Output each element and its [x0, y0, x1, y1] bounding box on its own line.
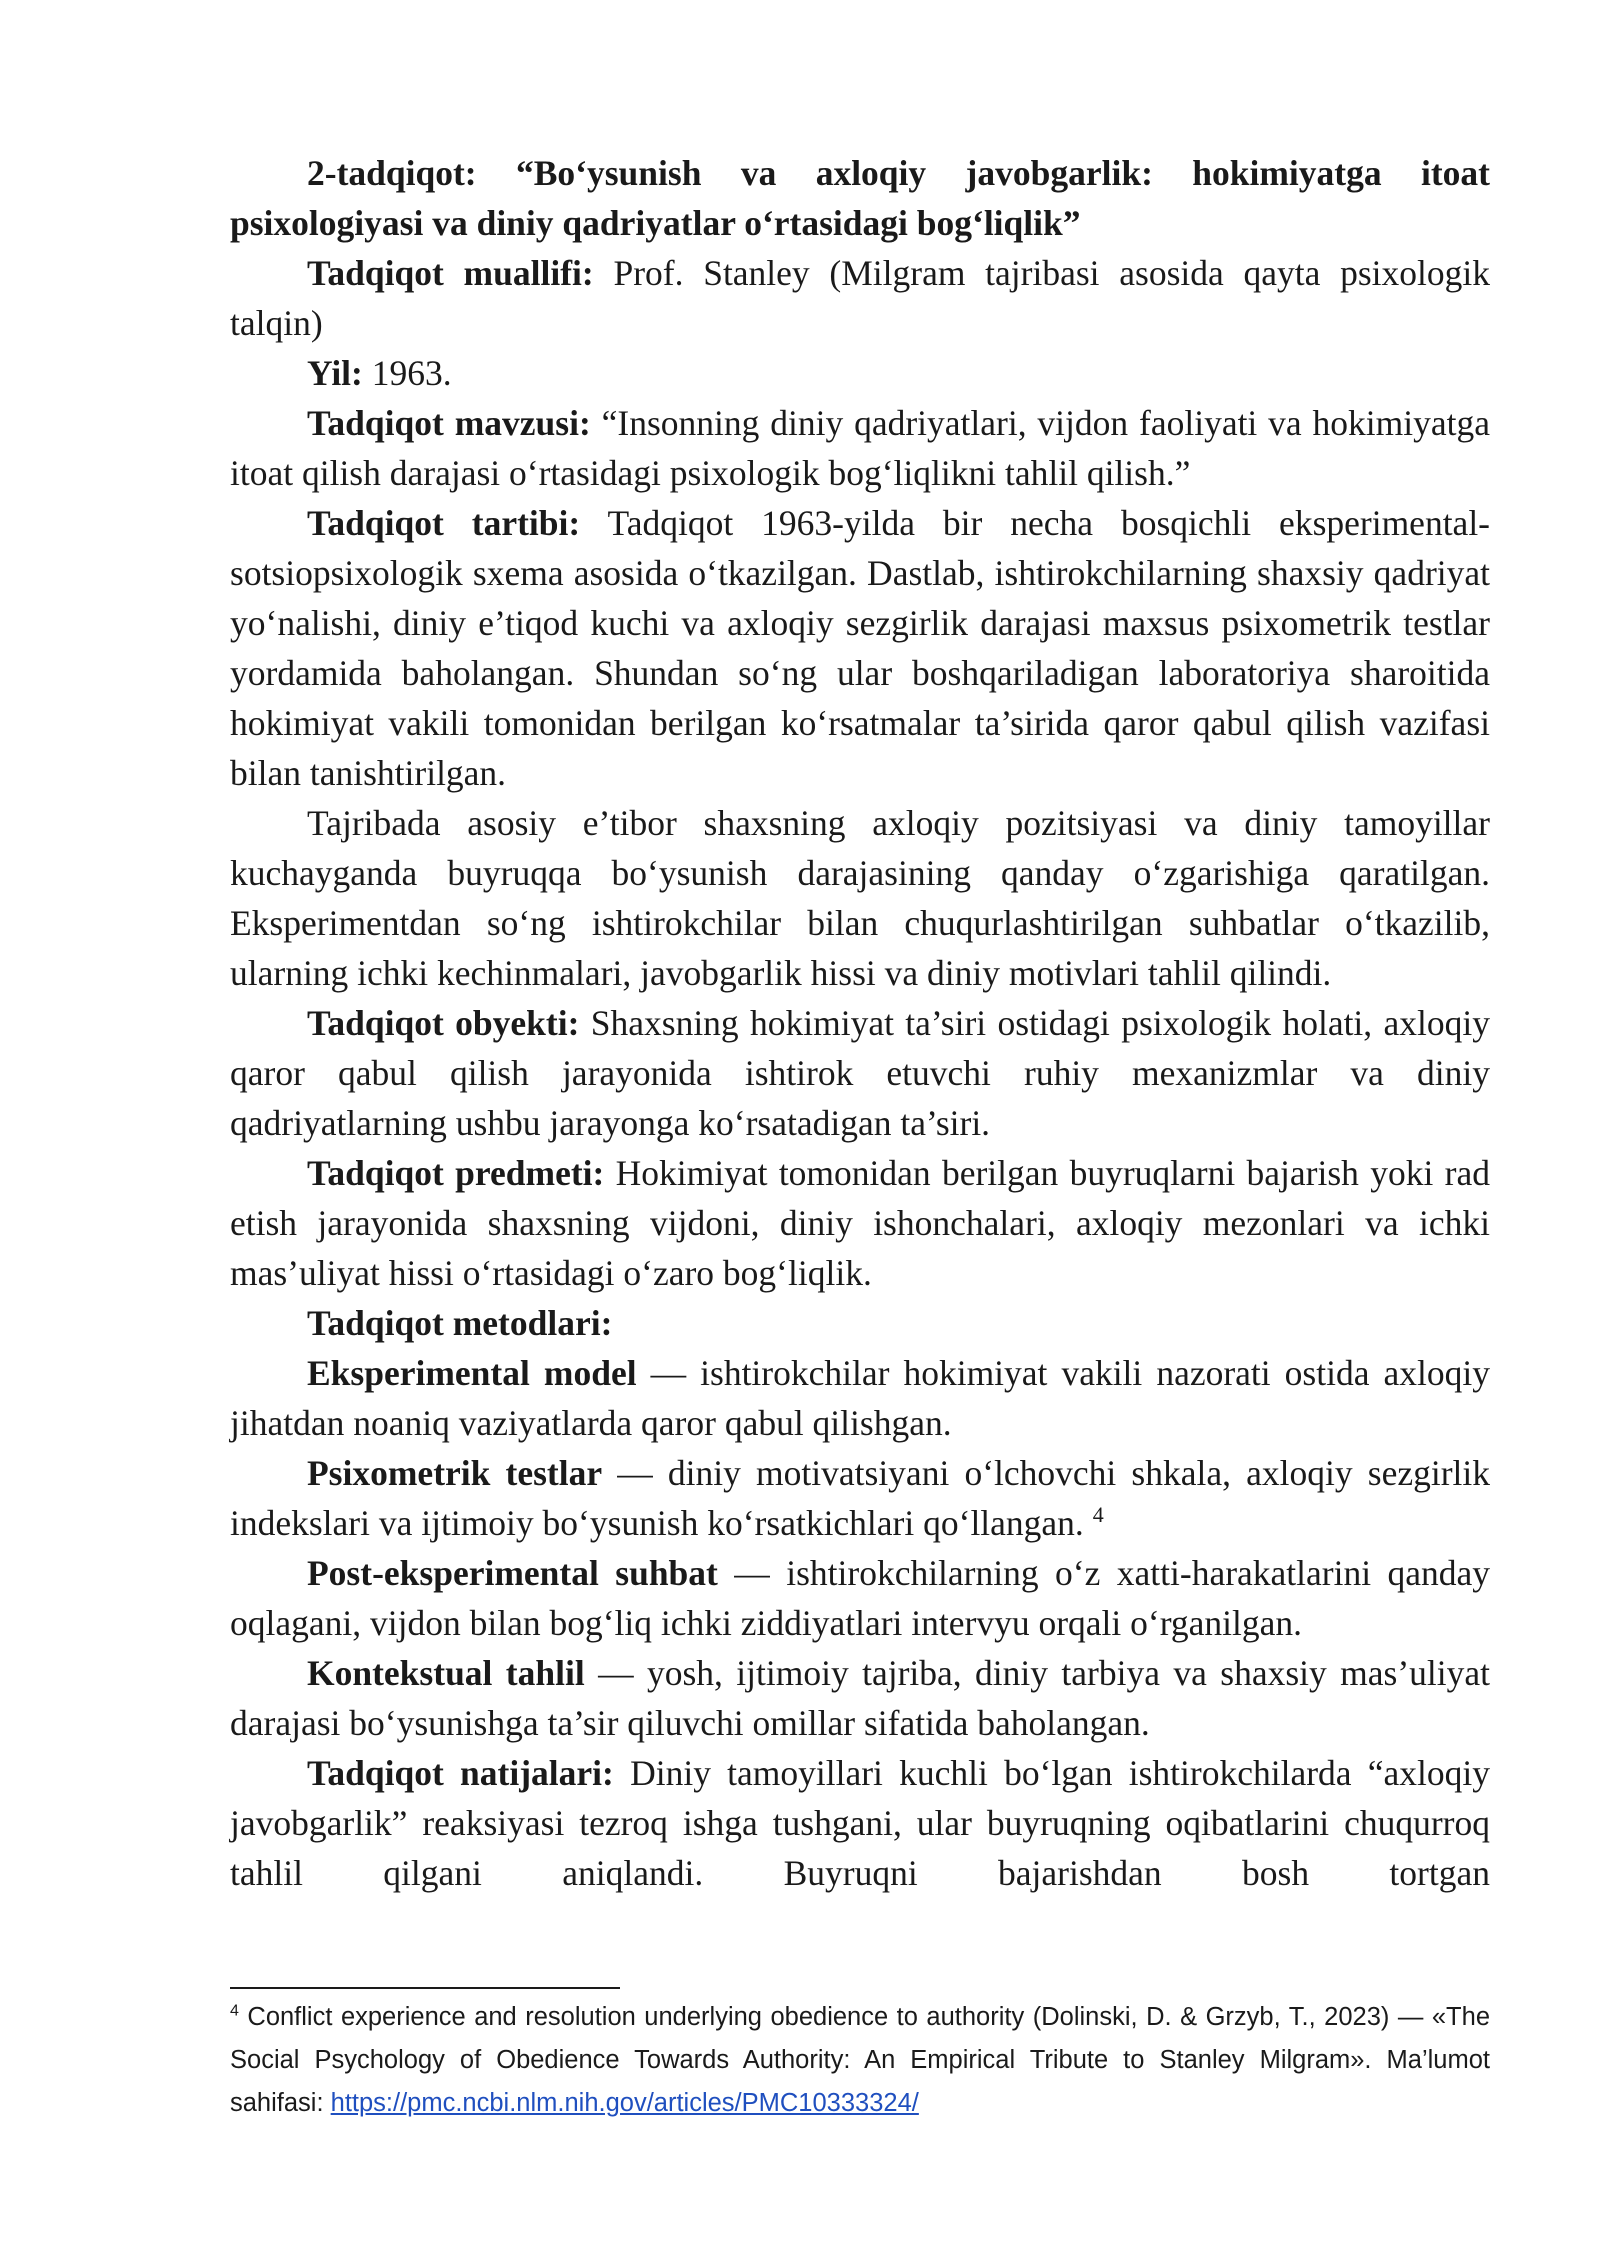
- year-text: 1963.: [362, 353, 452, 393]
- method-label: Post-eksperimental suhbat: [307, 1553, 718, 1593]
- procedure-label: Tadqiqot tartibi:: [307, 503, 581, 543]
- results-label: Tadqiqot natijalari:: [307, 1753, 614, 1793]
- year-paragraph: [230, 348, 1490, 398]
- method-item: [230, 1348, 1490, 1448]
- footnote-link[interactable]: https://pmc.ncbi.nlm.nih.gov/articles/PMC10333324/: [330, 2089, 919, 2117]
- topic-paragraph: [230, 398, 1490, 498]
- subject-paragraph: [230, 1148, 1490, 1298]
- document-page: [230, 148, 1490, 1898]
- method-item: [230, 1448, 1490, 1548]
- results-text: Diniy tamoyillari kuchli bo‘lgan ishtirokchilarda “axloqiy javobgarlik” reaksiyasi tezroq ishga tushgani, ular buyruqning oqibatlarini chuqurroq tahlil qilgani aniqlandi. Buyruqni bajarishdan bosh tortgan: [230, 1753, 1490, 1893]
- object-text: Shaxsning hokimiyat ta’siri ostidagi psixologik holati, axloqiy qaror qabul qilish jarayonida ishtirok etuvchi ruhiy mexanizmlar va diniy qadriyatlarning ushbu jarayonga ko‘rsatadigan ta’siri.: [230, 1003, 1490, 1143]
- methods-heading-text: Tadqiqot metodlari:: [307, 1303, 613, 1343]
- topic-label: Tadqiqot mavzusi:: [307, 403, 591, 443]
- method-text: — ishtirokchilar hokimiyat vakili nazorati ostida axloqiy jihatdan noaniq vaziyatlarda qaror qabul qilishgan.: [230, 1353, 1490, 1443]
- author-label: Tadqiqot muallifi:: [307, 253, 594, 293]
- method-text: — yosh, ijtimoiy tajriba, diniy tarbiya va shaxsiy mas’uliyat darajasi bo‘ysunishga ta’sir qiluvchi omillar sifatida baholangan.: [230, 1653, 1490, 1743]
- footnote-separator: [230, 1987, 620, 1989]
- object-label: Tadqiqot obyekti:: [307, 1003, 580, 1043]
- procedure-continuation-paragraph: Tajribada asosiy e’tibor shaxsning axloqiy pozitsiyasi va diniy tamoyillar kuchayganda buyruqqa bo‘ysunish darajasining qanday o‘zgarishiga qaratilgan. Eksperimentdan so‘ng ishtirokchilar bilan chuqurlashtirilgan suhbatlar o‘tkazilib, ularning ichki kechinmalari, javobgarlik hissi va diniy motivlari tahlil qilindi.: [230, 803, 1490, 993]
- method-item: [230, 1648, 1490, 1748]
- method-label: Eksperimental model: [307, 1353, 637, 1393]
- method-text: — diniy motivatsiyani o‘lchovchi shkala, axloqiy sezgirlik indekslari va ijtimoiy bo‘ysunish ko‘rsatkichlari qo‘llangan.: [230, 1453, 1490, 1543]
- author-paragraph: [230, 248, 1490, 348]
- method-label: Psixometrik testlar: [307, 1453, 603, 1493]
- topic-text: “Insonning diniy qadriyatlari, vijdon faoliyati va hokimiyatga itoat qilish darajasi o‘rtasidagi psixologik bog‘liqlikni tahlil qilish.”: [230, 403, 1490, 493]
- study-title: 2-tadqiqot: “Bo‘ysunish va axloqiy javobgarlik: hokimiyatga itoat psixologiyasi va diniy qadriyatlar o‘rtasidagi bog‘liqlik”: [230, 153, 1490, 243]
- footnote: [230, 1996, 1490, 2125]
- results-paragraph: [230, 1748, 1490, 1898]
- method-text: — ishtirokchilarning o‘z xatti-harakatlarini qanday oqlagani, vijdon bilan bog‘liq ichki ziddiyatlari intervyu orqali o‘rganilgan.: [230, 1553, 1491, 1643]
- subject-label: Tadqiqot predmeti:: [307, 1153, 605, 1193]
- procedure-text: Tadqiqot 1963-yilda bir necha bosqichli eksperimental-sotsiopsixologik sxema asosida o‘tkazilgan. Dastlab, ishtirokchilarning shaxsiy qadriyat yo‘nalishi, diniy e’tiqod kuchi va axloqiy sezgirlik darajasi maxsus psixometrik testlar yordamida baholangan. Shundan so‘ng ular boshqariladigan laboratoriya sharoitida hokimiyat vakili tomonidan berilgan ko‘rsatmalar ta’sirida qaror qabul qilish vazifasi bilan tanishtirilgan.: [230, 503, 1490, 793]
- methods-heading: [230, 1298, 1490, 1348]
- method-label: Kontekstual tahlil: [307, 1653, 585, 1693]
- subject-text: Hokimiyat tomonidan berilgan buyruqlarni bajarish yoki rad etish jarayonida shaxsning vijdoni, diniy ishonchalari, axloqiy mezonlari va ichki mas’uliyat hissi o‘rtasidagi o‘zaro bog‘liqlik.: [230, 1153, 1490, 1293]
- footnote-reference[interactable]: 4: [1092, 1502, 1104, 1528]
- year-label: Yil:: [307, 353, 363, 393]
- footnote-number: 4: [230, 2002, 239, 2020]
- object-paragraph: [230, 998, 1490, 1148]
- method-item: [230, 1548, 1490, 1648]
- footnote-text: Conflict experience and resolution underlying obedience to authority (Dolinski, D. & Grzyb, T., 2023) — «The Social Psychology of Obedience Towards Authority: An Empirical Tribute to Stanley Milgram». Ma’lumot sahifasi:: [230, 2003, 1490, 2117]
- author-text: Prof. Stanley (Milgram tajribasi asosida qayta psixologik talqin): [230, 253, 1490, 343]
- procedure-paragraph: [230, 498, 1490, 798]
